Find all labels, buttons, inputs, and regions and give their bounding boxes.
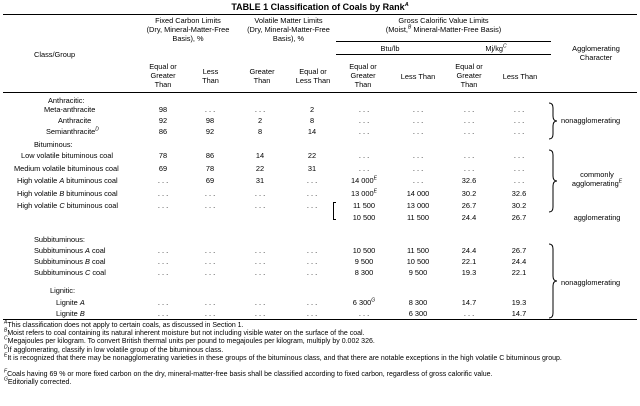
cell-vm-gt-row-1: 2 xyxy=(257,116,263,125)
vm-equal-less-header: Equal or Less Than xyxy=(295,67,331,85)
cell-fc-ge-row-13: . . . xyxy=(157,309,169,318)
footnote-a: $^A$This classification does not apply to certain coals, as discussed in Section 1. xyxy=(4,319,244,329)
cell-mj-ge-row-7: 26.7 xyxy=(461,201,477,210)
group-bituminous: Bituminous: xyxy=(34,140,73,149)
cell-vm-le-row-2: 14 xyxy=(307,127,317,136)
cell-vm-gt-row-2: 8 xyxy=(257,127,263,136)
cell-fc-lt-row-9: . . . xyxy=(204,246,216,255)
cell-fc-ge-row-11: . . . xyxy=(157,268,169,277)
cell-fc-ge-row-10: . . . xyxy=(157,257,169,266)
cell-btu-lt-row-10: 10 500 xyxy=(406,257,430,266)
cell-vm-gt-row-9: . . . xyxy=(254,246,266,255)
footnote-b: $^B$Moist refers to coal containing its natural inherent moisture but not including visible water on the surface of the coal. xyxy=(4,327,365,338)
row-name-meta-anthracite: Meta-anthracite xyxy=(44,105,96,114)
footnote-c: $^C$Megajoules per kilogram. To convert British thermal units per pound to megajoules per kilogram, multiply by 0.002 326. xyxy=(4,336,375,346)
cell-vm-gt-row-6: . . . xyxy=(254,189,266,198)
cell-vm-gt-row-3: 14 xyxy=(255,151,265,160)
agglomerating-header: Agglomerating Character xyxy=(572,44,620,62)
cell-mj-lt-row-13: 14.7 xyxy=(511,309,527,318)
cell-vm-le-row-6: . . . xyxy=(306,189,318,198)
cell-mj-lt-row-1: . . . xyxy=(513,116,525,125)
cell-btu-ge-row-5: 14 $000^E$ xyxy=(351,175,377,185)
agglom-agglomerating: agglomerating xyxy=(573,213,621,222)
cell-vm-gt-row-12: . . . xyxy=(254,298,266,307)
cell-fc-ge-row-0: 98 xyxy=(158,105,168,114)
footnote-g: $^G$Editorially corrected. xyxy=(4,377,72,387)
top-rule xyxy=(3,14,637,15)
row-name-subbituminous-c: Subbituminous C coal xyxy=(34,268,106,277)
cell-vm-gt-row-13: . . . xyxy=(254,309,266,318)
cell-mj-ge-row-9: 24.4 xyxy=(461,246,477,255)
cell-fc-lt-row-10: . . . xyxy=(204,257,216,266)
cell-btu-lt-row-5: . . . xyxy=(412,176,424,185)
row-name-high-volatile-c: High volatile C bituminous coal xyxy=(17,201,119,210)
cell-fc-lt-row-3: 86 xyxy=(205,151,215,160)
btu-header: Btu/lb xyxy=(380,44,400,53)
brace-subbituminous-lignitic xyxy=(548,244,558,318)
hvc-bracket-line xyxy=(333,202,334,220)
row-name-lignite-b: Lignite B xyxy=(56,309,85,318)
cell-mj-lt-row-6: 32.6 xyxy=(511,189,527,198)
header-rule xyxy=(3,92,637,93)
cell-vm-le-row-5: . . . xyxy=(306,176,318,185)
cell-vm-le-row-11: . . . xyxy=(306,268,318,277)
brace-bituminous xyxy=(548,150,558,212)
cell-mj-ge-row-2: . . . xyxy=(463,127,475,136)
vm-greater-than-header: Greater Than xyxy=(249,67,275,85)
cell-btu-ge-row-7: 11 500 xyxy=(352,201,376,210)
cell-btu-ge-row-3: . . . xyxy=(358,151,370,160)
cell-fc-lt-row-6: . . . xyxy=(204,189,216,198)
group-subbituminous: Subbituminous: xyxy=(34,235,85,244)
cell-mj-lt-row-7: 30.2 xyxy=(511,201,527,210)
row-name-subbituminous-a: Subbituminous A coal xyxy=(34,246,106,255)
agglom-nonagglomerating-1: nonagglomerating xyxy=(561,116,621,125)
row-name-medium-volatile: Medium volatile bituminous coal xyxy=(14,164,119,173)
cell-fc-ge-row-3: 78 xyxy=(158,151,168,160)
class-group-header: Class/Group xyxy=(34,50,76,59)
cell-mj-ge-row-10: 22.1 xyxy=(461,257,477,266)
cell-btu-lt-row-13: 6 300 xyxy=(408,309,428,318)
agglom-commonly: commonly agglomerating$^E$ xyxy=(571,170,623,188)
cell-vm-le-row-3: 22 xyxy=(307,151,317,160)
row-name-subbituminous-b: Subbituminous B coal xyxy=(34,257,106,266)
cell-mj-lt-row-3: . . . xyxy=(513,151,525,160)
cell-fc-lt-row-0: . . . xyxy=(204,105,216,114)
cell-btu-ge-row-10: 9 500 xyxy=(354,257,374,266)
unit-underline xyxy=(336,54,551,55)
footnote-d: $^D$If agglomerating, classify in low volatile group of the bituminous class. xyxy=(4,344,224,354)
cell-mj-ge-row-6: 30.2 xyxy=(461,189,477,198)
cell-btu-ge-row-0: . . . xyxy=(358,105,370,114)
cell-vm-gt-row-10: . . . xyxy=(254,257,266,266)
cell-btu-lt-row-0: . . . xyxy=(412,105,424,114)
cell-mj-lt-row-5: . . . xyxy=(513,176,525,185)
cell-fc-lt-row-1: 98 xyxy=(205,116,215,125)
cell-mj-lt-row-2: . . . xyxy=(513,127,525,136)
row-name-lignite-a: Lignite A xyxy=(56,298,85,307)
cell-btu-lt-row-1: . . . xyxy=(412,116,424,125)
cell-vm-le-row-1: 8 xyxy=(309,116,315,125)
cell-vm-le-row-13: . . . xyxy=(306,309,318,318)
btu-less-than-header: Less Than xyxy=(400,72,436,81)
cell-mj-ge-row-0: . . . xyxy=(463,105,475,114)
cell-mj-ge-row-13: . . . xyxy=(463,309,475,318)
cell-mj-ge-row-1: . . . xyxy=(463,116,475,125)
cell-fc-lt-row-7: . . . xyxy=(204,201,216,210)
cell-mj-lt-row-12: 19.3 xyxy=(511,298,527,307)
btu-equal-greater-header: Equal or Greater Than xyxy=(349,62,377,89)
cell-vm-gt-row-0: . . . xyxy=(254,105,266,114)
gcv-underline xyxy=(336,41,551,42)
row-name-high-volatile-a: High volatile A bituminous coal xyxy=(17,176,118,185)
hvc-bracket-bottom xyxy=(333,219,336,220)
cell-mj-lt-row-9: 26.7 xyxy=(511,246,527,255)
cell-mj-ge-row-4: . . . xyxy=(463,164,475,173)
cell-fc-ge-row-2: 86 xyxy=(158,127,168,136)
cell-fc-lt-row-13: . . . xyxy=(204,309,216,318)
footnote-e: $^E$It is recognized that there may be nonagglomerating varieties in these groups of the bituminous class, and that there are notable exceptions in the high volatile C bituminous group. xyxy=(4,352,562,362)
agglom-nonagglomerating-2: nonagglomerating xyxy=(561,278,621,287)
table-title: TABLE 1 Classification of Coals by Rank$^A$ xyxy=(231,2,409,12)
cell-fc-ge-row-1: 92 xyxy=(158,116,168,125)
group-anthracitic: Anthracitic: xyxy=(48,96,85,105)
mj-header: $Mj/kg^C$ xyxy=(485,43,507,53)
hvc-bracket-top xyxy=(333,202,336,203)
cell-btu-lt-row-3: . . . xyxy=(412,151,424,160)
cell-fc-ge-row-4: 69 xyxy=(158,164,168,173)
row-name-semianthracite: Semianthracite$^D$ xyxy=(46,126,99,136)
cell-btu-ge-row-8: 10 500 xyxy=(352,213,376,222)
cell-fc-ge-row-6: . . . xyxy=(157,189,169,198)
cell-mj-ge-row-5: 32.6 xyxy=(461,176,477,185)
cell-btu-lt-row-4: . . . xyxy=(412,164,424,173)
cell-btu-ge-row-2: . . . xyxy=(358,127,370,136)
cell-mj-ge-row-3: . . . xyxy=(463,151,475,160)
cell-mj-lt-row-4: . . . xyxy=(513,164,525,173)
cell-btu-lt-row-12: 8 300 xyxy=(408,298,428,307)
cell-btu-lt-row-8: 11 500 xyxy=(406,213,430,222)
cell-btu-lt-row-11: 9 500 xyxy=(408,268,428,277)
cell-fc-ge-row-5: . . . xyxy=(157,176,169,185)
cell-btu-ge-row-12: 6 $300^G$ xyxy=(352,297,376,307)
footnote-f: $^F$Coals having 69 % or more fixed carbon on the dry, mineral-matter-free basis shall be classified according to fixed carbon, regardless of gross calorific value. xyxy=(4,368,493,379)
volatile-matter-header: Volatile Matter Limits (Dry, Mineral-Matter-Free Basis), % xyxy=(247,16,330,43)
mj-equal-greater-header: Equal or Greater Than xyxy=(455,62,483,89)
cell-btu-ge-row-11: 8 300 xyxy=(354,268,374,277)
cell-vm-le-row-7: . . . xyxy=(306,201,318,210)
cell-fc-lt-row-12: . . . xyxy=(204,298,216,307)
cell-vm-le-row-10: . . . xyxy=(306,257,318,266)
cell-fc-lt-row-5: 69 xyxy=(205,176,215,185)
fc-equal-greater-header: Equal or Greater Than xyxy=(149,62,177,89)
fc-less-than-header: Less Than xyxy=(202,67,219,85)
bottom-rule xyxy=(3,319,637,320)
fixed-carbon-header: Fixed Carbon Limits (Dry, Mineral-Matter-Free Basis), % xyxy=(146,16,230,43)
brace-anthracitic xyxy=(548,103,558,139)
cell-btu-ge-row-13: . . . xyxy=(358,309,370,318)
cell-fc-ge-row-12: . . . xyxy=(157,298,169,307)
cell-vm-le-row-12: . . . xyxy=(306,298,318,307)
cell-btu-ge-row-6: 13 $000^E$ xyxy=(351,188,377,198)
group-lignitic: Lignitic: xyxy=(50,286,76,295)
cell-vm-gt-row-4: 22 xyxy=(255,164,265,173)
cell-vm-le-row-4: 31 xyxy=(307,164,317,173)
cell-vm-le-row-9: . . . xyxy=(306,246,318,255)
cell-btu-ge-row-4: . . . xyxy=(358,164,370,173)
cell-fc-lt-row-11: . . . xyxy=(204,268,216,277)
cell-mj-lt-row-0: . . . xyxy=(513,105,525,114)
cell-btu-ge-row-9: 10 500 xyxy=(352,246,376,255)
cell-mj-ge-row-12: 14.7 xyxy=(461,298,477,307)
row-name-low-volatile: Low volatile bituminous coal xyxy=(21,151,114,160)
cell-fc-lt-row-4: 78 xyxy=(205,164,215,173)
mj-less-than-header: Less Than xyxy=(502,72,538,81)
cell-btu-lt-row-7: 13 000 xyxy=(406,201,430,210)
cell-fc-ge-row-7: . . . xyxy=(157,201,169,210)
cell-btu-lt-row-9: 11 500 xyxy=(406,246,430,255)
cell-vm-gt-row-11: . . . xyxy=(254,268,266,277)
cell-mj-ge-row-8: 24.4 xyxy=(461,213,477,222)
row-name-high-volatile-b: High volatile B bituminous coal xyxy=(17,189,118,198)
cell-vm-gt-row-7: . . . xyxy=(254,201,266,210)
row-name-anthracite: Anthracite xyxy=(58,116,92,125)
cell-mj-lt-row-8: 26.7 xyxy=(511,213,527,222)
cell-mj-ge-row-11: 19.3 xyxy=(461,268,477,277)
gcv-header: Gross Calorific Value Limits (Moist,$^B$ Mineral-Matter-Free Basis) xyxy=(385,16,502,34)
cell-mj-lt-row-10: 24.4 xyxy=(511,257,527,266)
cell-vm-gt-row-5: 31 xyxy=(255,176,265,185)
cell-btu-lt-row-6: 14 000 xyxy=(406,189,430,198)
cell-mj-lt-row-11: 22.1 xyxy=(511,268,527,277)
cell-btu-ge-row-1: . . . xyxy=(358,116,370,125)
cell-vm-le-row-0: 2 xyxy=(309,105,315,114)
cell-fc-ge-row-9: . . . xyxy=(157,246,169,255)
cell-fc-lt-row-2: 92 xyxy=(205,127,215,136)
cell-btu-lt-row-2: . . . xyxy=(412,127,424,136)
